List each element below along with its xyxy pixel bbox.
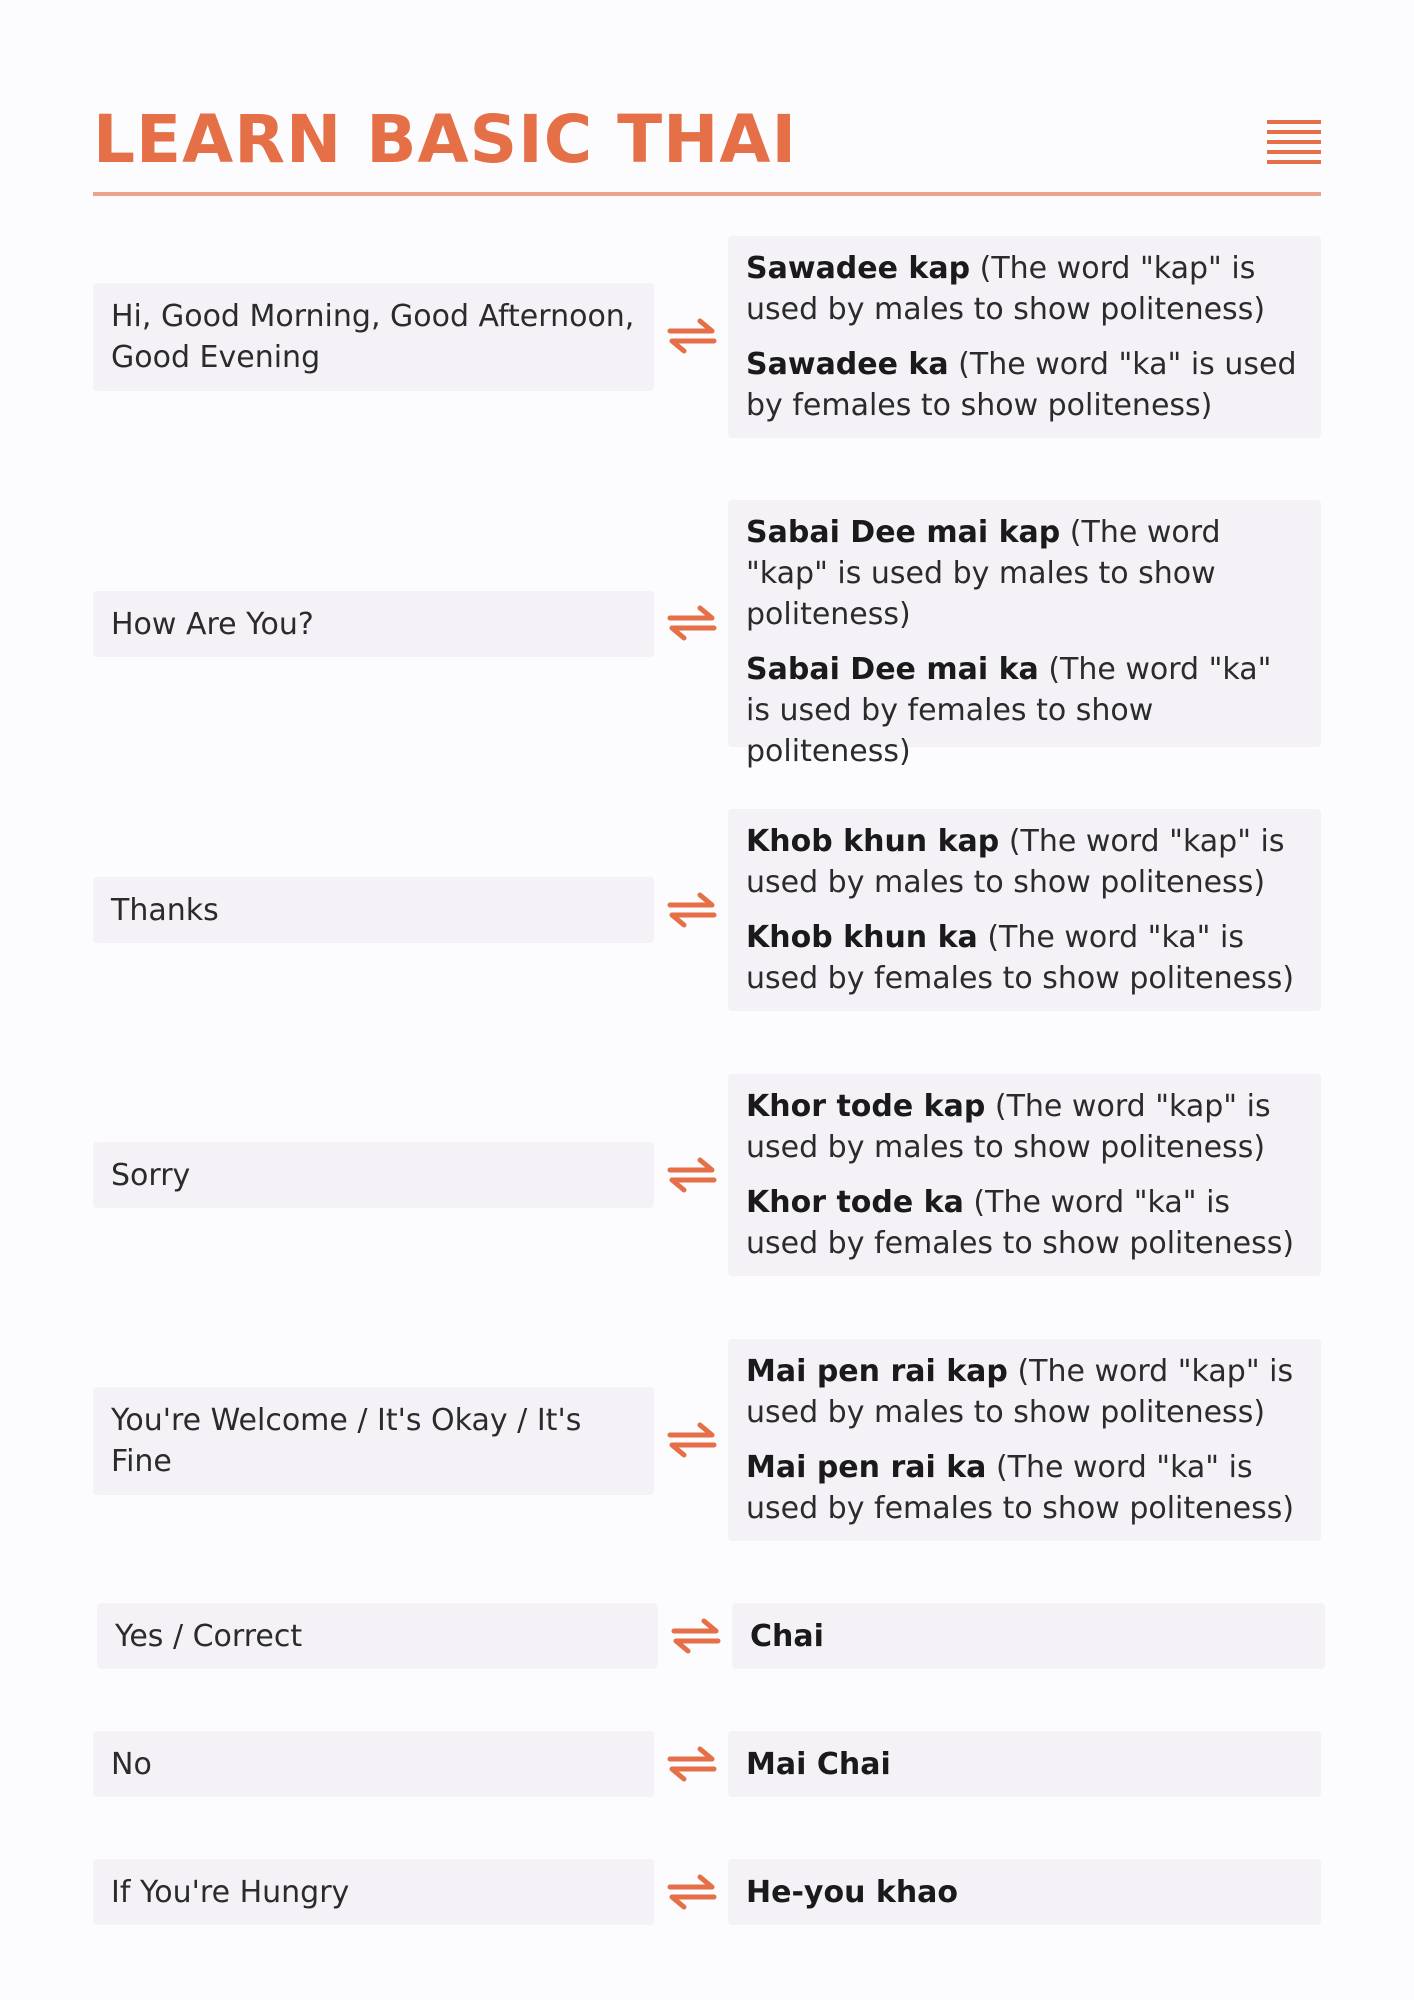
thai-phrase: Khob khun kap <box>746 824 1000 859</box>
english-phrase: Yes / Correct <box>97 1603 658 1669</box>
english-phrase: Sorry <box>93 1142 654 1208</box>
bidirectional-arrow-icon <box>664 316 720 356</box>
thai-phrase: Khob khun ka <box>746 920 978 955</box>
hamburger-menu-icon[interactable] <box>1267 120 1321 164</box>
english-phrase: No <box>93 1731 654 1797</box>
thai-phrase: He-you khao <box>746 1874 959 1910</box>
thai-phrase: Mai pen rai ka <box>746 1450 987 1485</box>
usage-note: (The word "ka" is used by females to show politeness) <box>746 920 1295 996</box>
usage-note: (The word "kap" is used by males to show politeness) <box>746 1354 1294 1430</box>
english-phrase: You're Welcome / It's Okay / It's Fine <box>93 1387 654 1495</box>
thai-translation <box>732 1603 1325 1669</box>
header-divider <box>93 192 1321 196</box>
thai-translation <box>728 1074 1321 1276</box>
bidirectional-arrow-icon <box>664 1420 720 1460</box>
usage-note: (The word "ka" is used by females to show politeness) <box>746 1185 1295 1261</box>
bidirectional-arrow-icon <box>664 1155 720 1195</box>
thai-translation <box>728 1339 1321 1541</box>
thai-translation <box>728 500 1321 769</box>
bidirectional-arrow-icon <box>664 890 720 930</box>
usage-note: (The word "ka" is used by females to show politeness) <box>746 652 1272 769</box>
thai-phrase: Mai pen rai kap <box>746 1354 1008 1389</box>
bidirectional-arrow-icon <box>664 1872 720 1912</box>
english-phrase: If You're Hungry <box>93 1859 654 1925</box>
bidirectional-arrow-icon <box>664 1744 720 1784</box>
thai-phrase: Khor tode kap <box>746 1089 986 1124</box>
thai-translation <box>728 1731 1321 1797</box>
usage-note: (The word "kap" is used by males to show politeness) <box>746 251 1266 327</box>
thai-phrase: Khor tode ka <box>746 1185 964 1220</box>
english-phrase: Thanks <box>93 877 654 943</box>
english-phrase: Hi, Good Morning, Good Afternoon, Good Evening <box>93 283 654 391</box>
english-phrase: How Are You? <box>93 591 654 657</box>
usage-note: (The word "kap" is used by males to show politeness) <box>746 515 1221 632</box>
usage-note: (The word "ka" is used by females to show politeness) <box>746 347 1297 423</box>
thai-phrase: Mai Chai <box>746 1746 891 1782</box>
bidirectional-arrow-icon <box>668 1616 724 1656</box>
thai-phrase: Sawadee ka <box>746 347 949 382</box>
thai-translation <box>728 236 1321 438</box>
bidirectional-arrow-icon <box>664 603 720 643</box>
thai-phrase: Sabai Dee mai ka <box>746 652 1039 687</box>
thai-translation <box>728 809 1321 1011</box>
thai-phrase: Chai <box>750 1618 824 1654</box>
thai-phrase: Sawadee kap <box>746 251 971 286</box>
thai-phrase: Sabai Dee mai kap <box>746 515 1061 550</box>
usage-note: (The word "kap" is used by males to show politeness) <box>746 824 1285 900</box>
usage-note: (The word "kap" is used by males to show politeness) <box>746 1089 1271 1165</box>
thai-translation <box>728 1859 1321 1925</box>
page-title: LEARN BASIC THAI <box>93 101 798 178</box>
page-header <box>93 100 1321 196</box>
usage-note: (The word "ka" is used by females to show politeness) <box>746 1450 1295 1526</box>
